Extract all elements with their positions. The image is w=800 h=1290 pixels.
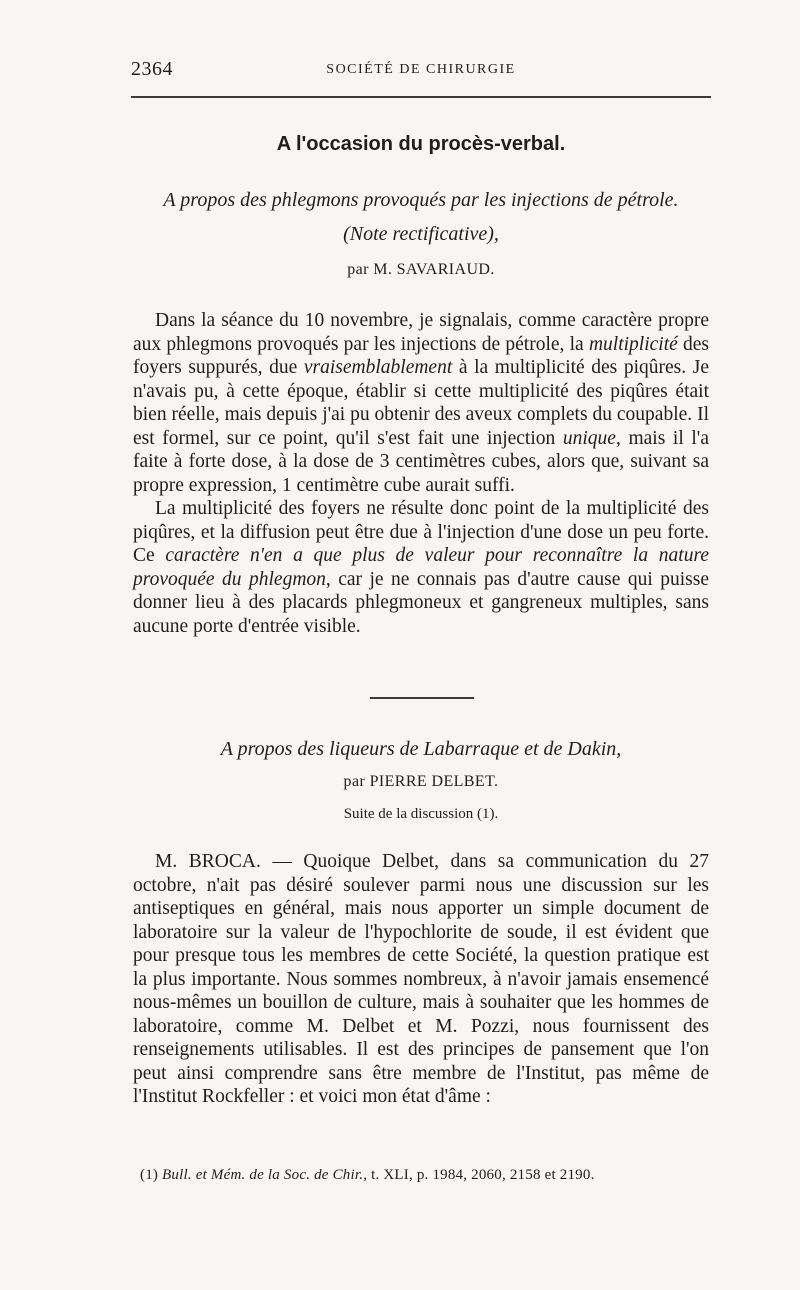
text-run: des foyers suppurés, due [133, 333, 710, 378]
subtitle-line-1: A propos des phlegmons provoqués par les injections de pétrole. [163, 189, 679, 211]
emphasis: vraisemblablement [303, 357, 453, 378]
paragraph: M. BROCA. — Quoique Delbet, dans sa communication du 27 octobre, n'ait pas désiré soulever parmi nous une discussion sur les antiseptiques en général, mais nous apporter un simple document de laboratoire sur la valeur de l'hypochlorite de soude, il est évident que pour presque tous les membres de cette Société, la question pratique est la plus importante. Nous sommes nombreux, à n'avoir jamais ensemencé nous-mêmes un bouillon de culture, mais à souhaiter que les hommes de laboratoire, comme M. Delbet et M. Pozzi, nous fournissent des renseignements utilisables. Il est des principes de pansement que l'on peut ainsi comprendre sans être membre de l'Institut, pas même de l'Institut Rockfeller : et voici mon état d'âme : [133, 851, 709, 1107]
subtitle-line-2: (Note rectificative), [343, 223, 499, 245]
page-number: 2364 [131, 58, 173, 80]
section2-author: par PIERRE DELBET. [343, 773, 499, 790]
text-run: , mais il l'a faite à forte dose, à la dose de 3 centimètres cubes, alors que, suivant sa propre expression, 1 centimètre cube aurait suffi. [133, 427, 709, 496]
text-run: à la multiplicité des piqûres. Je n'avais pu, à cette époque, établir si cette multiplicité des piqûres était bien réelle, mais depuis j'ai pu obtenir des aveux complets du coupable. Il est formel, sur ce point, qu'il s'est fait une injection [133, 357, 709, 449]
section-separator [370, 697, 474, 699]
text-run: Dans la séance du 10 novembre, je signalais, comme caractère propre aux phlegmons provoqués par les injections de pétrole, la [133, 310, 709, 355]
emphasis: caractère n'en a que plus de valeur pour reconnaître la nature provoquée du phlegmon [133, 545, 709, 590]
header-rule [131, 96, 711, 98]
section2-subtitle: A propos des liqueurs de Labarraque et de Dakin, [220, 738, 622, 760]
running-head: SOCIÉTÉ DE CHIRURGIE [326, 62, 516, 77]
footnote-ref: Bull. et Mém. de la Soc. de Chir. [162, 1167, 364, 1183]
text-run: La multiplicité des foyers ne résulte donc point de la multiplicité des piqûres, et la diffusion peut être due à l'injection d'une dose un peu forte. Ce [133, 498, 709, 566]
paragraph [133, 497, 709, 638]
section-title: A l'occasion du procès-verbal. [276, 133, 566, 155]
emphasis: multiplicité [588, 333, 678, 355]
section1-body [133, 309, 709, 638]
paragraph [133, 309, 709, 497]
footnote [140, 1167, 716, 1184]
text-run: , car je ne connais pas d'autre cause qui puisse donner lieu à des placards phlegmoneux et gangreneux multiples, sans aucune porte d'entrée visible. [133, 568, 709, 637]
discussion-continuation: Suite de la discussion (1). [343, 806, 499, 822]
page-header [131, 58, 711, 84]
footnote-marker: (1) [140, 1167, 163, 1183]
emphasis: unique [562, 427, 616, 449]
footnote-text: , t. XLI, p. 1984, 2060, 2158 et 2190. [363, 1167, 595, 1183]
section2-body [133, 850, 709, 1109]
section-author: par M. SAVARIAUD. [347, 261, 495, 278]
section-subtitle [133, 183, 709, 251]
